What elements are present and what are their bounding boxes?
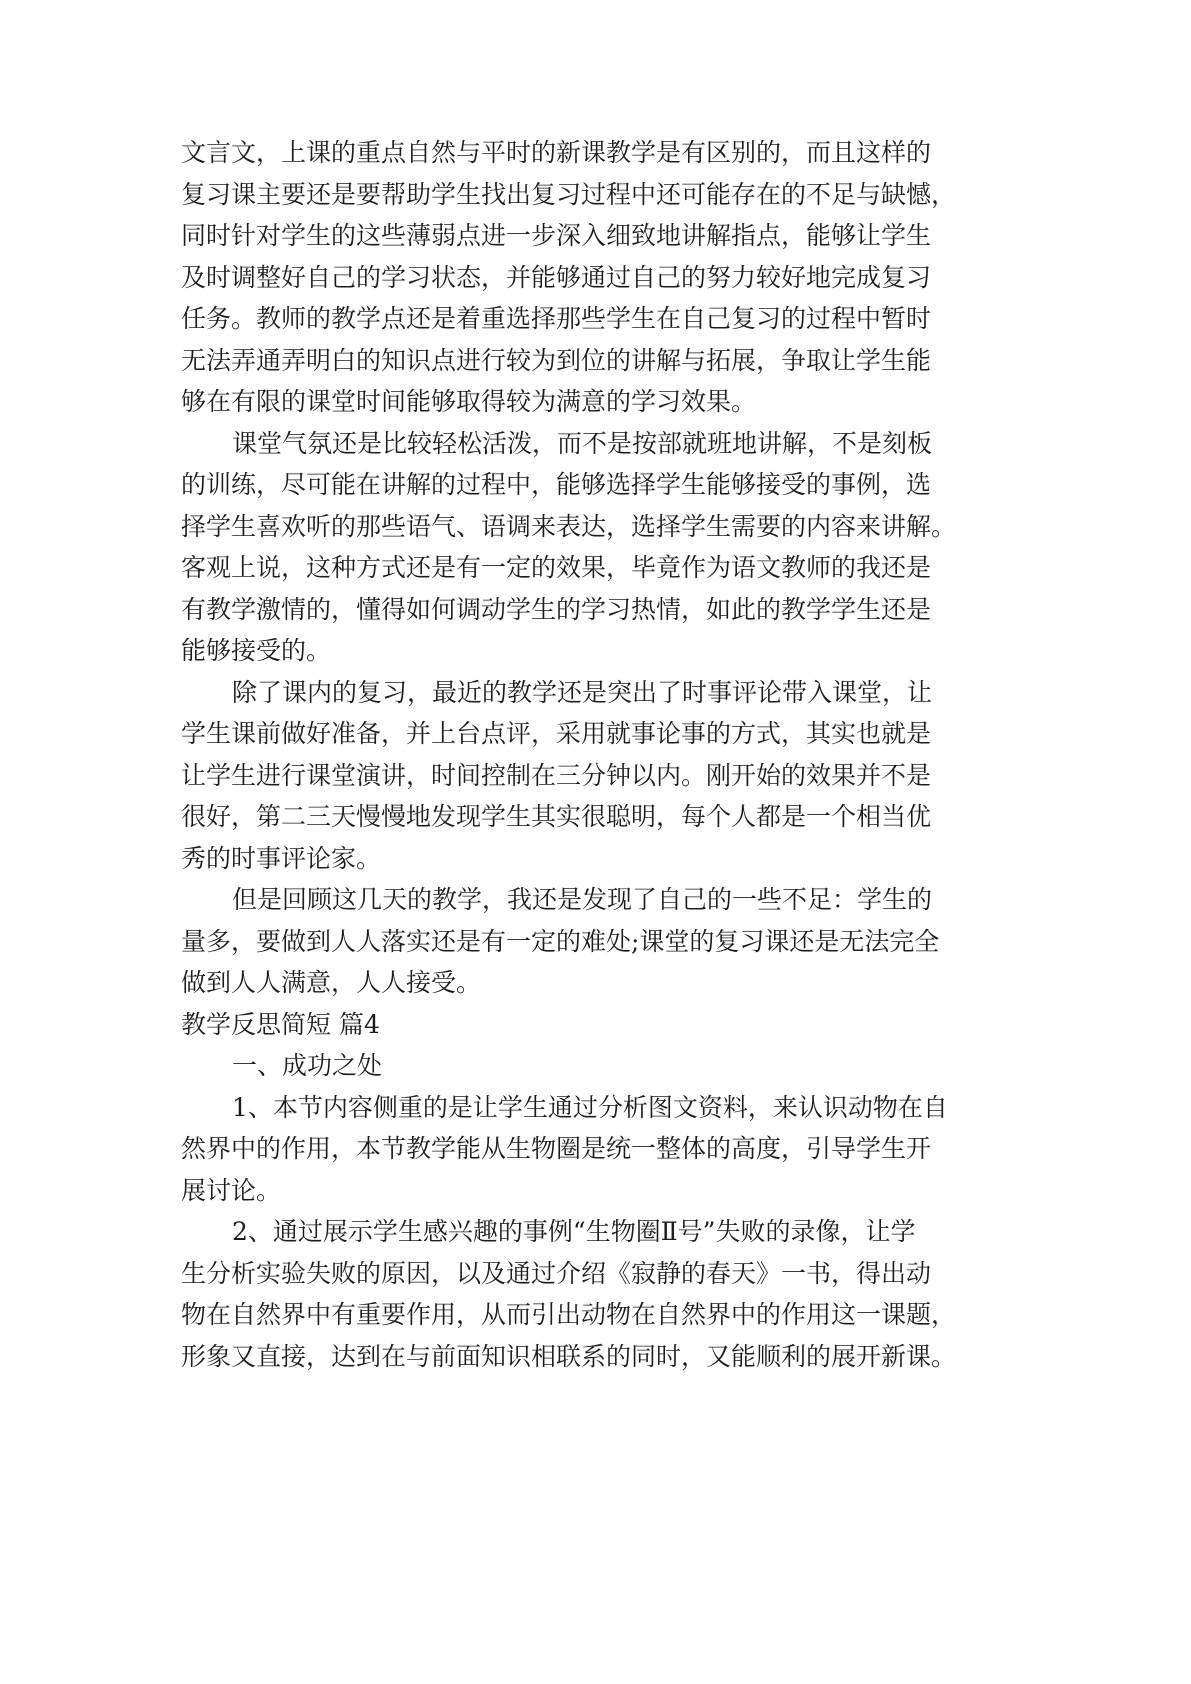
document-body — [181, 132, 1021, 1377]
text-line: 生分析实验失败的原因，以及通过介绍《寂静的春天》一书，得出动 — [181, 1258, 932, 1288]
paragraph — [181, 879, 1021, 1004]
text-line: 课堂气氛还是比较轻松活泼，而不是按部就班地讲解，不是刻板 — [232, 428, 933, 458]
text-line: 2、通过展示学生感兴趣的事例“生物圈Ⅱ号”失败的录像，让学 — [232, 1217, 916, 1246]
section-heading — [181, 1004, 1021, 1046]
paragraph — [181, 1045, 1021, 1087]
text-line: 客观上说，这种方式还是有一定的效果，毕竟作为语文教师的我还是 — [181, 553, 932, 582]
paragraph — [181, 672, 1021, 880]
text-line: 物在自然界中有重要作用，从而引出动物在自然界中的作用这一课题， — [181, 1300, 957, 1329]
text-line: 无法弄通弄明白的知识点进行较为到位的讲解与拓展，争取让学生能 — [181, 345, 932, 375]
text-line: 文言文，上课的重点自然与平时的新课教学是有区别的，而且这样的 — [181, 138, 932, 167]
text-line: 够在有限的课堂时间能够取得较为满意的学习效果。 — [181, 387, 757, 416]
text-line: 的训练，尽可能在讲解的过程中，能够选择学生能够接受的事例，选 — [181, 470, 932, 499]
text-line: 然界中的作用，本节教学能从生物圈是统一整体的高度，引导学生开 — [181, 1134, 932, 1163]
text-line: 很好，第二三天慢慢地发现学生其实很聪明，每个人都是一个相当优 — [181, 802, 932, 831]
text-line: 复习课主要还是要帮助学生找出复习过程中还可能存在的不足与缺憾， — [181, 179, 957, 209]
paragraph — [181, 1211, 1021, 1377]
subsection-title: 一、成功之处 — [232, 1051, 383, 1080]
text-line: 有教学激情的，懂得如何调动学生的学习热情，如此的教学学生还是 — [181, 594, 932, 624]
paragraph — [181, 1087, 1021, 1212]
text-line: 择学生喜欢听的那些语气、语调来表达，选择学生需要的内容来讲解。 — [181, 511, 957, 541]
text-line: 及时调整好自己的学习状态，并能够通过自己的努力较好地完成复习 — [181, 262, 932, 292]
paragraph — [181, 423, 1021, 672]
text-line: 做到人人满意，人人接受。 — [181, 968, 482, 997]
text-line: 展讨论。 — [181, 1175, 282, 1205]
text-line: 形象又直接，达到在与前面知识相联系的同时，又能顺利的展开新课。 — [181, 1341, 957, 1371]
text-line: 1、本节内容侧重的是让学生通过分析图文资料，来认识动物在自 — [232, 1092, 948, 1122]
section-title: 教学反思简短 篇4 — [181, 1009, 380, 1039]
text-line: 任务。教师的教学点还是着重选择那些学生在自己复习的过程中暂时 — [181, 304, 932, 333]
paragraph — [181, 132, 1021, 423]
text-line: 除了课内的复习，最近的教学还是突出了时事评论带入课堂，让 — [232, 677, 933, 707]
text-line: 能够接受的。 — [181, 636, 332, 665]
text-line: 让学生进行课堂演讲，时间控制在三分钟以内。刚开始的效果并不是 — [181, 760, 932, 790]
text-line: 秀的时事评论家。 — [181, 843, 382, 873]
text-line: 但是回顾这几天的教学，我还是发现了自己的一些不足：学生的 — [232, 885, 933, 914]
text-line: 学生课前做好准备，并上台点评，采用就事论事的方式，其实也就是 — [181, 719, 932, 748]
text-line: 量多，要做到人人落实还是有一定的难处;课堂的复习课还是无法完全 — [181, 926, 940, 956]
text-line: 同时针对学生的这些薄弱点进一步深入细致地讲解指点，能够让学生 — [181, 221, 932, 250]
